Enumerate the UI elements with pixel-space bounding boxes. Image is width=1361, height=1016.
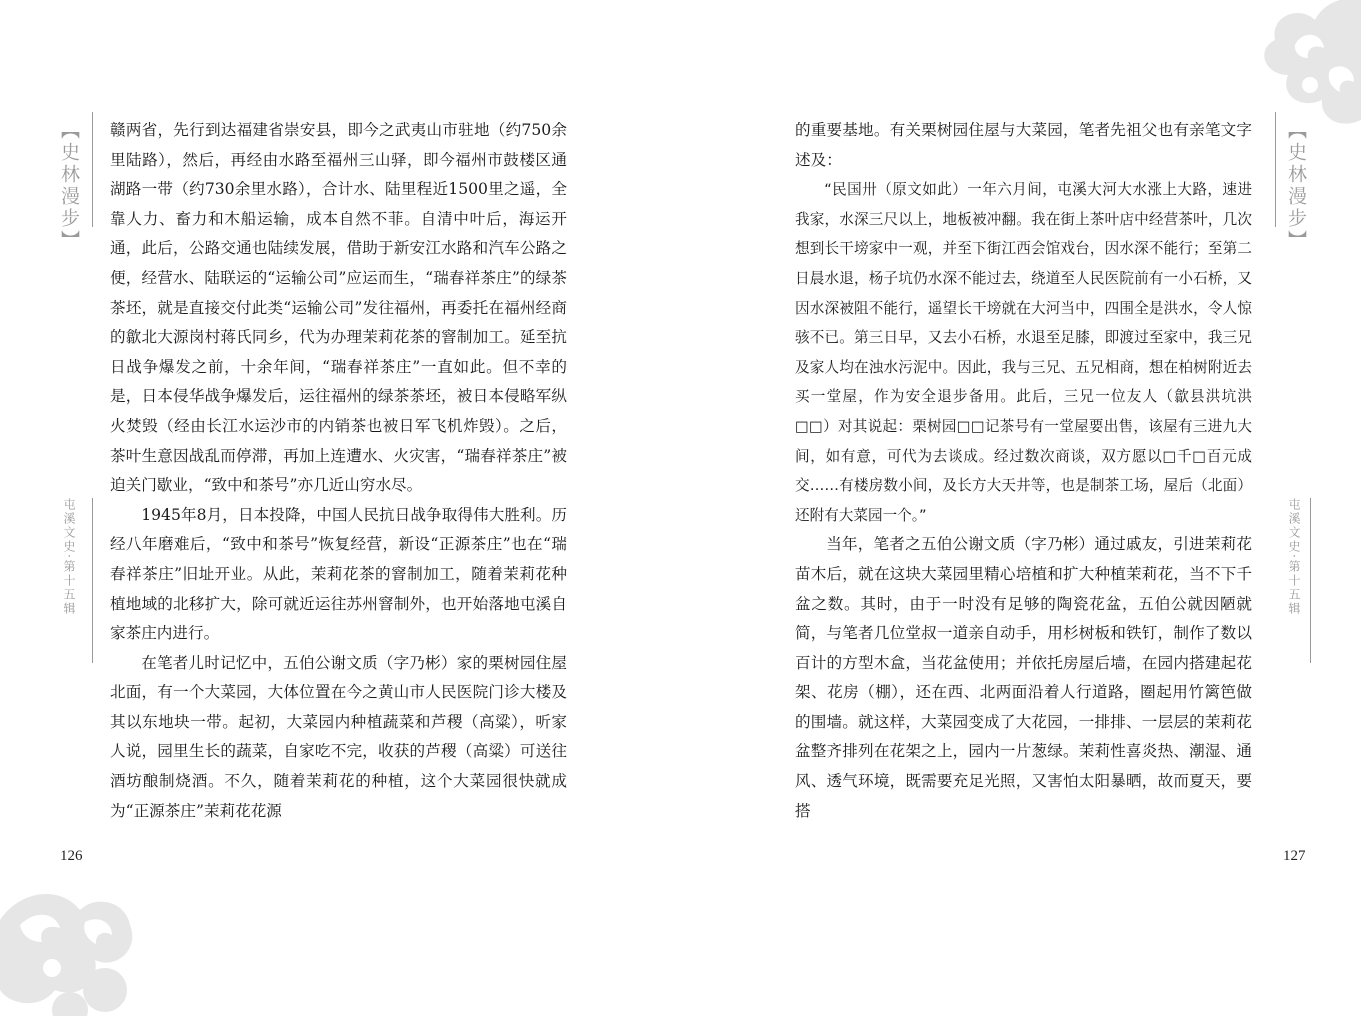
side-section-title: 【史林漫步】 [58,120,80,252]
paragraph: 当年，笔者之五伯公谢文质（字乃彬）通过戚友，引进茉莉花苗木后，就在这块大菜园里精心培植和扩大种植茉莉花，当不下千盆之数。其时，由于一时没有足够的陶瓷花盆，五伯公就因陋就简，与笔者几位堂叔一道亲自动手，用杉树板和铁钉，制作了数以百计的方型木盒，当花盆使用；并依托房屋后墙，在园内搭建起花架、花房（棚），还在西、北两面沿着人行道路，圈起用竹篱笆做的围墙。就这样，大菜园变成了大花园，一排排、一层层的茉莉花盆整齐排列在花架之上，园内一片葱绿。茉莉性喜炎热、潮湿、通风、透气环境，既需要充足光照，又害怕太阳暴晒，故而夏天，要搭 [795,535,1252,820]
side-divider [1275,112,1276,227]
paragraph: 1945年8月，日本投降，中国人民抗日战争取得伟大胜利。历经八年磨难后，“致中和茶号”恢复经营，新设“正源茶庄”也在“瑞春祥茶庄”旧址开业。从此，茉莉花茶的窨制加工，随着茉莉花种植地域的北移扩大，除可就近运往苏州窨制外，也开始落地屯溪自家茶庄内进行。 [110,505,567,643]
cloud-ornament-icon [0,880,140,1016]
page-number: 126 [60,848,83,864]
side-series-title: 屯溪文史·第十五辑 [1287,498,1301,616]
side-divider [92,112,93,227]
side-series-title: 屯溪文史·第十五辑 [62,498,76,616]
page-number: 127 [1283,848,1306,864]
paragraph: 赣两省，先行到达福建省崇安县，即今之武夷山市驻地（约750余里陆路），然后，再经由水路至福州三山驿，即今福州市鼓楼区通湖路一带（约730余里水路），合计水、陆里程近1500里之遥，全靠人力、畜力和木船运输，成本自然不菲。自清中叶后，海运开通，此后，公路交通也陆续发展，借助于新安江水路和汽车公路之便，经营水、陆联运的“运输公司”应运而生，“瑞春祥茶庄”的绿茶茶坯，就是直接交付此类“运输公司”发往福州，再委托在福州经商的歙北大源岗村蒋氏同乡，代为办理茉莉花茶的窨制加工。延至抗日战争爆发之前，十余年间，“瑞春祥茶庄”一直如此。但不幸的是，日本侵华战争爆发后，运往福州的绿茶茶坯，被日本侵略军纵火焚毁（经由长江水运沙市的内销茶也被日军飞机炸毁）。之后，茶叶生意因战乱而停滞，再加上连遭水、火灾害，“瑞春祥茶庄”被迫关门歇业，“致中和茶号”亦几近山穷水尽。 [110,121,567,495]
side-divider [1310,498,1311,663]
left-body-text [110,116,567,826]
cloud-ornament-icon [1240,0,1361,130]
quotation-paragraph: “民国卅（原文如此）一年六月间，屯溪大河大水涨上大路，速进我家，水深三尺以上，地板被冲翻。我在街上茶叶店中经营茶叶，几次想到长干塝家中一观，并至下街江西会馆戏台，因水深不能行；至第二日晨水退，杨子坑仍水深不能过去，绕道至人民医院前有一小石桥，又因水深被阻不能行，遥望长干塝就在大河当中，四围全是洪水，令人惊骇不已。第三日早，又去小石桥，水退至足膝，即渡过至家中，我三兄及家人均在浊水污泥中。因此，我与三兄、五兄相商，想在柏树附近去买一堂屋，作为安全退步备用。此后，三兄一位友人（歙县洪坑洪□□）对其说起：栗树园□□记茶号有一堂屋要出售，该屋有三进九大间，如有意，可代为去谈成。经过数次商谈，双方愿以□千□百元成交……有楼房数小间，及长方大天井等，也是制茶工场，屋后（北面）还附有大菜园一个。” [795,181,1252,524]
right-page [680,0,1361,1016]
side-divider [92,498,93,663]
paragraph: 的重要基地。有关栗树园住屋与大菜园，笔者先祖父也有亲笔文字述及： [795,121,1252,169]
paragraph: 在笔者儿时记忆中，五伯公谢文质（字乃彬）家的栗树园住屋北面，有一个大菜园，大体位置在今之黄山市人民医院门诊大楼及其以东地块一带。起初，大菜园内种植蔬菜和芦稷（高粱），听家人说，园里生长的蔬菜，自家吃不完，收获的芦稷（高粱）可送往酒坊酿制烧酒。不久，随着茉莉花的种植，这个大菜园很快就成为“正源茶庄”茉莉花花源 [110,653,567,820]
left-page [0,0,680,1016]
right-body-text [795,116,1252,826]
side-section-title: 【史林漫步】 [1285,120,1307,252]
